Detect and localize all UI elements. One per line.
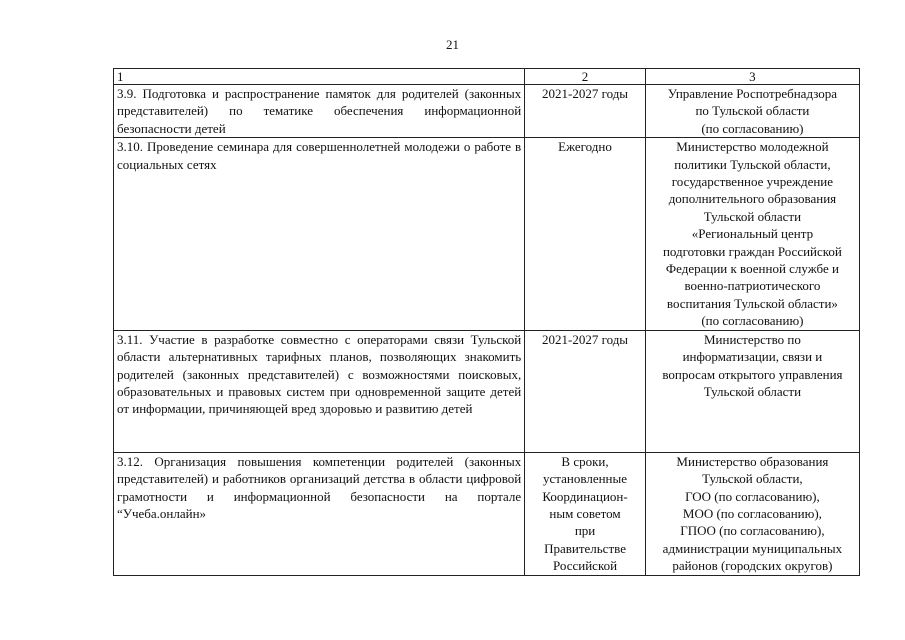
table-row xyxy=(114,330,860,452)
period-cell: 2021-2027 годы xyxy=(525,330,646,452)
measures-table xyxy=(113,68,860,576)
task-cell: 3.9. Подготовка и распространение памяток для родителей (законных представителей) по тематике обеспечения информационной безопасности детей xyxy=(114,85,525,138)
period-cell: 2021-2027 годы xyxy=(525,85,646,138)
executor-cell: Министерство по информатизации, связи и вопросам открытого управления Тульской области xyxy=(645,330,859,452)
table-row xyxy=(114,452,860,575)
task-cell: 3.11. Участие в разработке совместно с операторами связи Тульской области альтернативных тарифных планов, позволяющих знакомить родителей (законных представителей) с возможностями поисковых, образовательных и правовых систем при одновременной защите детей от информации, причиняющей вред здоровью и развитию детей xyxy=(114,330,525,452)
table-row xyxy=(114,138,860,330)
executor-cell: Управление Роспотребнадзора по Тульской области (по согласованию) xyxy=(645,85,859,138)
period-cell: Ежегодно xyxy=(525,138,646,330)
executor-cell: Министерство молодежной политики Тульской области, государственное учреждение дополнительного образования Тульской области «Региональный центр подготовки граждан Российской Федерации к военной службе и военно-патриотического воспитания Тульской области» (по согласованию) xyxy=(645,138,859,330)
header-col-1: 1 xyxy=(114,69,525,85)
page-number: 21 xyxy=(446,37,459,52)
header-col-2: 2 xyxy=(525,69,646,85)
table-header-row xyxy=(114,69,860,85)
task-cell: 3.12. Организация повышения компетенции родителей (законных представителей) и работников организаций детства в области цифровой грамотности и информационной безопасности на портале “Учеба.онлайн» xyxy=(114,452,525,575)
table-row xyxy=(114,85,860,138)
period-cell: В сроки, установленные Координацион- ным советом при Правительстве Российской xyxy=(525,452,646,575)
task-cell: 3.10. Проведение семинара для совершеннолетней молодежи о работе в социальных сетях xyxy=(114,138,525,330)
header-col-3: 3 xyxy=(645,69,859,85)
executor-cell: Министерство образования Тульской области, ГОО (по согласованию), МОО (по согласованию), ГПОО (по согласованию), администрации муниципальных районов (городских округов) xyxy=(645,452,859,575)
